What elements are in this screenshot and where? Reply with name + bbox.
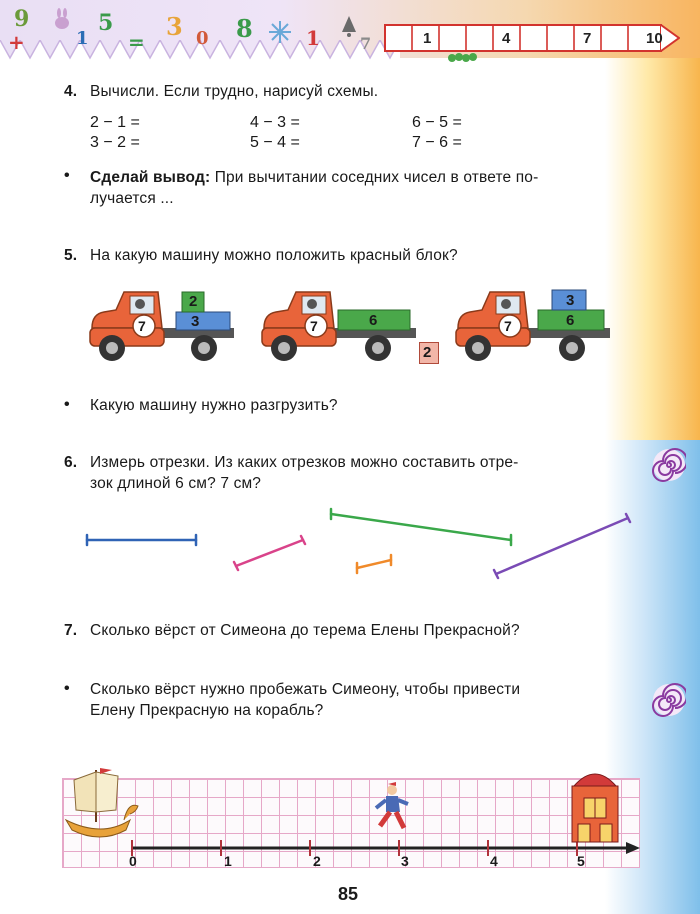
number-line-label: 1 (423, 30, 432, 47)
header-plus: + (8, 30, 25, 54)
tower-illustration (564, 764, 626, 846)
truck-2 (258, 286, 418, 366)
header-equals: = (128, 30, 145, 54)
task-number: 4. (64, 83, 78, 100)
equation: 3 − 2 = (90, 134, 140, 151)
header-digit: 3 (166, 12, 183, 41)
number-line-label: 4 (502, 30, 511, 47)
spiral-icon (652, 448, 686, 482)
truck-block-number: 3 (191, 313, 200, 330)
truck-cab-number: 7 (138, 318, 146, 334)
bullet: • (64, 680, 70, 697)
caterpillar-icon (448, 52, 480, 64)
scale-tick-label: 1 (224, 853, 232, 869)
conclusion-text: При вычитании соседних чисел в ответе по- (214, 169, 539, 186)
header-digit: 8 (236, 14, 253, 43)
task-prompt: Вычисли. Если трудно, нарисуй схемы. (90, 83, 379, 100)
segment-green (331, 514, 511, 540)
header-digit: 7 (360, 34, 372, 53)
scale-tick-label: 0 (129, 853, 137, 869)
header-digit: 1 (76, 28, 89, 49)
task-number: 7. (64, 622, 78, 639)
equation: 5 − 4 = (250, 134, 300, 151)
verst-scale (60, 766, 650, 876)
conclusion-line-2: лучается ... (90, 190, 174, 207)
snowflake-icon (268, 20, 292, 44)
conclusion-label: Сделай вывод: (90, 169, 211, 186)
truck-3 (452, 286, 612, 366)
question-line-2: Елену Прекрасную на корабль? (90, 702, 324, 719)
bullet: • (64, 396, 70, 413)
equation: 6 − 5 = (412, 114, 462, 131)
decorative-margin-yellow (605, 0, 700, 440)
task-number: 6. (64, 454, 78, 471)
equation: 7 − 6 = (412, 134, 462, 151)
ship-illustration (62, 766, 142, 842)
page-number: 85 (338, 884, 359, 904)
number-line-label: 10 (646, 30, 663, 47)
segments-figure (0, 500, 640, 590)
truck-cab-number: 7 (310, 318, 318, 334)
bullet: • (64, 167, 70, 184)
conclusion-line (90, 169, 538, 187)
hare-icon (52, 8, 72, 30)
scale-tick-label: 3 (401, 853, 409, 869)
header-digit: 1 (306, 26, 320, 50)
segment-purple (496, 518, 628, 574)
truck-block-number: 3 (566, 292, 575, 309)
truck-block-number: 6 (566, 312, 575, 329)
scale-tick-label: 4 (490, 853, 498, 869)
question: Какую машину нужно разгрузить? (90, 397, 338, 414)
spiral-icon (652, 683, 686, 717)
equation: 4 − 3 = (250, 114, 300, 131)
scale-tick-label: 2 (313, 853, 321, 869)
truck-block-number: 2 (189, 293, 198, 310)
header-digit: 0 (196, 28, 209, 49)
truck-cab-number: 7 (504, 318, 512, 334)
task-prompt-line-2: зок длиной 6 см? 7 см? (90, 475, 262, 492)
truck-1 (86, 286, 236, 366)
runner-illustration (370, 782, 412, 834)
task-number: 5. (64, 247, 78, 264)
number-line-label: 7 (583, 30, 592, 47)
header-digit: 5 (98, 10, 114, 36)
red-block-number: 2 (423, 344, 432, 361)
truck-block-number: 6 (369, 312, 378, 329)
question: Сколько вёрст нужно пробежать Симеону, чтобы привести (90, 681, 521, 698)
scale-tick-label: 5 (577, 853, 585, 869)
task-prompt: Измерь отрезки. Из каких отрезков можно составить отре- (90, 454, 519, 471)
segment-pink (236, 540, 303, 566)
header-digit: 9 (14, 6, 30, 32)
bell-icon (338, 14, 360, 38)
equation: 2 − 1 = (90, 114, 140, 131)
segment-orange (357, 560, 391, 568)
task-prompt: Сколько вёрст от Симеона до терема Елены Прекрасной? (90, 622, 520, 639)
task-prompt: На какую машину можно положить красный блок? (90, 247, 458, 264)
